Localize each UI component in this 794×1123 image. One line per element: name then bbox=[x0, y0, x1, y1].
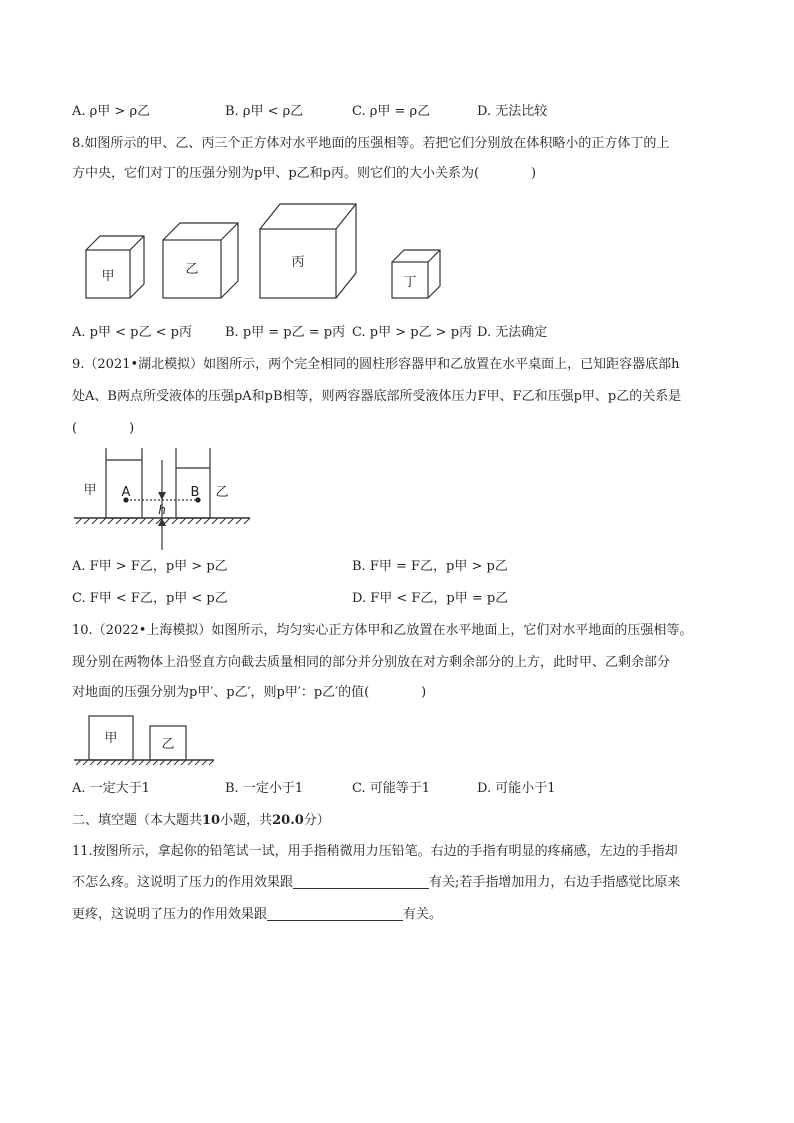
block-yi-label: 乙 bbox=[161, 737, 175, 752]
q10-stem-line2: 现分别在两物体上沿竖直方向截去质量相同的部分并分别放在对方剩余部分的上方，此时甲、乙剩余部分 bbox=[72, 655, 671, 670]
point-b-label: B bbox=[190, 485, 200, 500]
q9-stem-line3: ( ) bbox=[72, 421, 135, 436]
q9-option-d: D. F甲 < F乙，p甲 = p乙 bbox=[352, 591, 509, 606]
container-jia-label: 甲 bbox=[83, 483, 97, 498]
container-yi bbox=[176, 448, 210, 518]
cube-bing-label: 丙 bbox=[291, 255, 305, 270]
q11-blank-2[interactable] bbox=[267, 906, 403, 921]
q8-option-b: B. p甲 = p乙 = p丙 bbox=[225, 325, 346, 340]
q9-stem-line2: 处A、B两点所受液体的压强pA和pB相等，则两容器底部所受液体压力F甲、F乙和压强p甲、p乙的关系是 bbox=[72, 389, 682, 404]
q8-stem-line2: 方中央，它们对丁的压强分别为p甲、p乙和p丙。则它们的大小关系为( ) bbox=[72, 166, 537, 181]
height-label: h bbox=[158, 503, 166, 517]
q8-option-d: D. 无法确定 bbox=[477, 325, 548, 340]
q10-option-a: A. 一定大于1 bbox=[72, 781, 150, 796]
q7-option-b: B. ρ甲 < ρ乙 bbox=[225, 104, 304, 119]
q10-option-b: B. 一定小于1 bbox=[225, 781, 304, 796]
q10-stem-line1: 10.（2022•上海模拟）如图所示，均匀实心正方体甲和乙放置在水平地面上，它们对水平地面的压强相等。 bbox=[72, 623, 693, 638]
q10-stem-line3: 对地面的压强分别为p甲′、p乙′，则p甲′：p乙′的值( ) bbox=[72, 685, 427, 700]
q7-option-a: A. ρ甲 > ρ乙 bbox=[72, 104, 151, 119]
q11-stem-line2: 不怎么疼。这说明了压力的作用效果跟 有关;若手指增加用力，右边手指感觉比原来 bbox=[72, 875, 681, 890]
q8-option-c: C. p甲 > p乙 > p丙 bbox=[352, 325, 473, 340]
q9-option-b: B. F甲 = F乙，p甲 > p乙 bbox=[352, 559, 508, 574]
block-jia-label: 甲 bbox=[104, 731, 118, 746]
q10-option-d: D. 可能小于1 bbox=[477, 781, 556, 796]
cube-ding bbox=[392, 250, 440, 298]
section2-score: 20.0 bbox=[272, 813, 304, 828]
container-yi-label: 乙 bbox=[215, 485, 229, 500]
q8-cubes-figure bbox=[72, 200, 452, 304]
q11-stem-line3: 更疼，这说明了压力的作用效果跟 有关。 bbox=[72, 907, 443, 922]
q9-option-c: C. F甲 < F乙，p甲 < p乙 bbox=[72, 591, 228, 606]
cube-yi bbox=[163, 223, 238, 298]
q8-option-a: A. p甲 < p乙 < p丙 bbox=[72, 325, 192, 340]
q7-option-c: C. ρ甲 = ρ乙 bbox=[352, 104, 431, 119]
cube-yi-label: 乙 bbox=[185, 262, 199, 277]
q8-stem-line1: 8.如图所示的甲、乙、丙三个正方体对水平地面的压强相等。若把它们分别放在体积略小的正方体丁的上 bbox=[72, 136, 670, 151]
q9-stem-line1: 9.（2021•湖北模拟）如图所示，两个完全相同的圆柱形容器甲和乙放置在水平桌面上，已知距容器底部h bbox=[72, 357, 680, 372]
q7-option-d: D. 无法比较 bbox=[477, 104, 548, 119]
container-jia bbox=[106, 448, 142, 518]
section2-heading: 二、填空题（本大题共10小题，共20.0分） bbox=[72, 813, 330, 828]
q9-containers-figure bbox=[72, 446, 262, 552]
q9-option-a: A. F甲 > F乙，p甲 > p乙 bbox=[72, 559, 228, 574]
cube-ding-label: 丁 bbox=[403, 275, 417, 290]
q10-option-c: C. 可能等于1 bbox=[352, 781, 431, 796]
q10-blocks-figure bbox=[72, 712, 216, 768]
cube-bing bbox=[260, 204, 356, 298]
cube-jia-label: 甲 bbox=[101, 269, 115, 284]
section2-count: 10 bbox=[202, 813, 221, 828]
point-a-label: A bbox=[121, 485, 131, 500]
cube-jia bbox=[86, 236, 144, 298]
q11-stem-line1: 11.按图所示，拿起你的铅笔试一试，用手指稍微用力压铅笔。右边的手指有明显的疼痛感，左边的手指却 bbox=[72, 844, 678, 859]
q11-blank-1[interactable] bbox=[293, 874, 429, 889]
